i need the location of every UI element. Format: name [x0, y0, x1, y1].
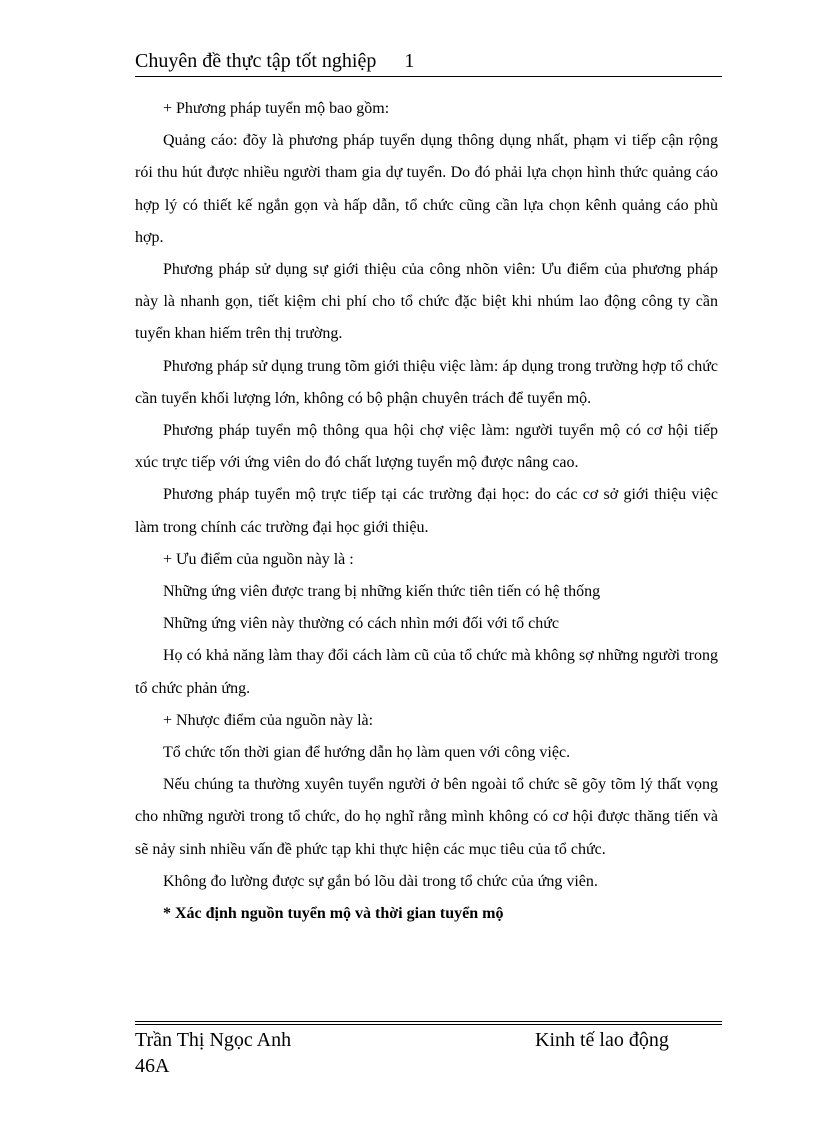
footer-author: Trần Thị Ngọc Anh: [135, 1029, 292, 1051]
paragraph: Nếu chúng ta thường xuyên tuyển người ở bên ngoài tổ chức sẽ gõy tõm lý thất vọng cho những người trong tổ chức, do họ nghĩ rằng mình không có cơ hội được thăng tiến và sẽ nảy sinh nhiều vấn đề phức tạp khi thực hiện các mục tiêu của tổ chức.: [135, 776, 718, 858]
paragraph: + Phương pháp tuyển mộ bao gồm:: [163, 100, 390, 117]
document-body: [135, 93, 718, 930]
page-header: [135, 48, 722, 77]
paragraph: Phương pháp tuyển mộ trực tiếp tại các trường đại học: do các cơ sở giới thiệu việc làm trong chính các trường đại học giới thiệu.: [135, 486, 718, 536]
paragraph: Quảng cáo: đõy là phương pháp tuyển dụng thông dụng nhất, phạm vi tiếp cận rộng rói thu hút được nhiều người tham gia dự tuyển. Do đó phải lựa chọn hình thức quảng cáo hợp lý có thiết kế ngắn gọn và hấp dẫn, tổ chức cũng cần lựa chọn kênh quảng cáo phù hợp.: [135, 132, 718, 246]
header-page-number: 1: [404, 50, 415, 72]
paragraph: Tổ chức tốn thời gian để hướng dẫn họ làm quen với công việc.: [163, 744, 571, 762]
footer-rule-bottom: [135, 1024, 722, 1025]
footer-rule-top: [135, 1021, 722, 1022]
paragraph: + Nhược điểm của nguồn này là:: [163, 711, 374, 729]
paragraph: + Ưu điểm của nguồn này là :: [163, 550, 354, 568]
paragraph: Họ có khả năng làm thay đổi cách làm cũ của tổ chức mà không sợ những người trong tổ chức phản ứng.: [135, 647, 718, 697]
paragraph: Không đo lường được sự gắn bó lõu dài trong tổ chức của ứng viên.: [163, 872, 598, 890]
paragraph: Phương pháp sử dụng sự giới thiệu của công nhõn viên: Ưu điểm của phương pháp này là nhanh gọn, tiết kiệm chi phí cho tổ chức đặc biệt khi nhúm lao động công ty cần tuyển khan hiếm trên thị trường.: [135, 261, 718, 343]
header-title: Chuyên đề thực tập tốt nghiệp: [135, 50, 377, 72]
paragraph: Phương pháp tuyển mộ thông qua hội chợ việc làm: người tuyển mộ có cơ hội tiếp xúc trực tiếp với ứng viên do đó chất lượng tuyển mộ được nâng cao.: [135, 422, 718, 472]
paragraph: Những ứng viên được trang bị những kiến thức tiên tiến có hệ thống: [163, 583, 601, 601]
section-heading: * Xác định nguồn tuyển mộ và thời gian tuyển mộ: [163, 905, 504, 923]
footer-class: 46A: [135, 1055, 170, 1077]
paragraph: Phương pháp sử dụng trung tõm giới thiệu việc làm: áp dụng trong trường hợp tổ chức cần tuyển khối lượng lớn, không có bộ phận chuyên trách để tuyển mộ.: [135, 357, 718, 407]
footer-department: Kinh tế lao động: [535, 1029, 669, 1051]
paragraph: Những ứng viên này thường có cách nhìn mới đối với tổ chức: [163, 615, 559, 633]
